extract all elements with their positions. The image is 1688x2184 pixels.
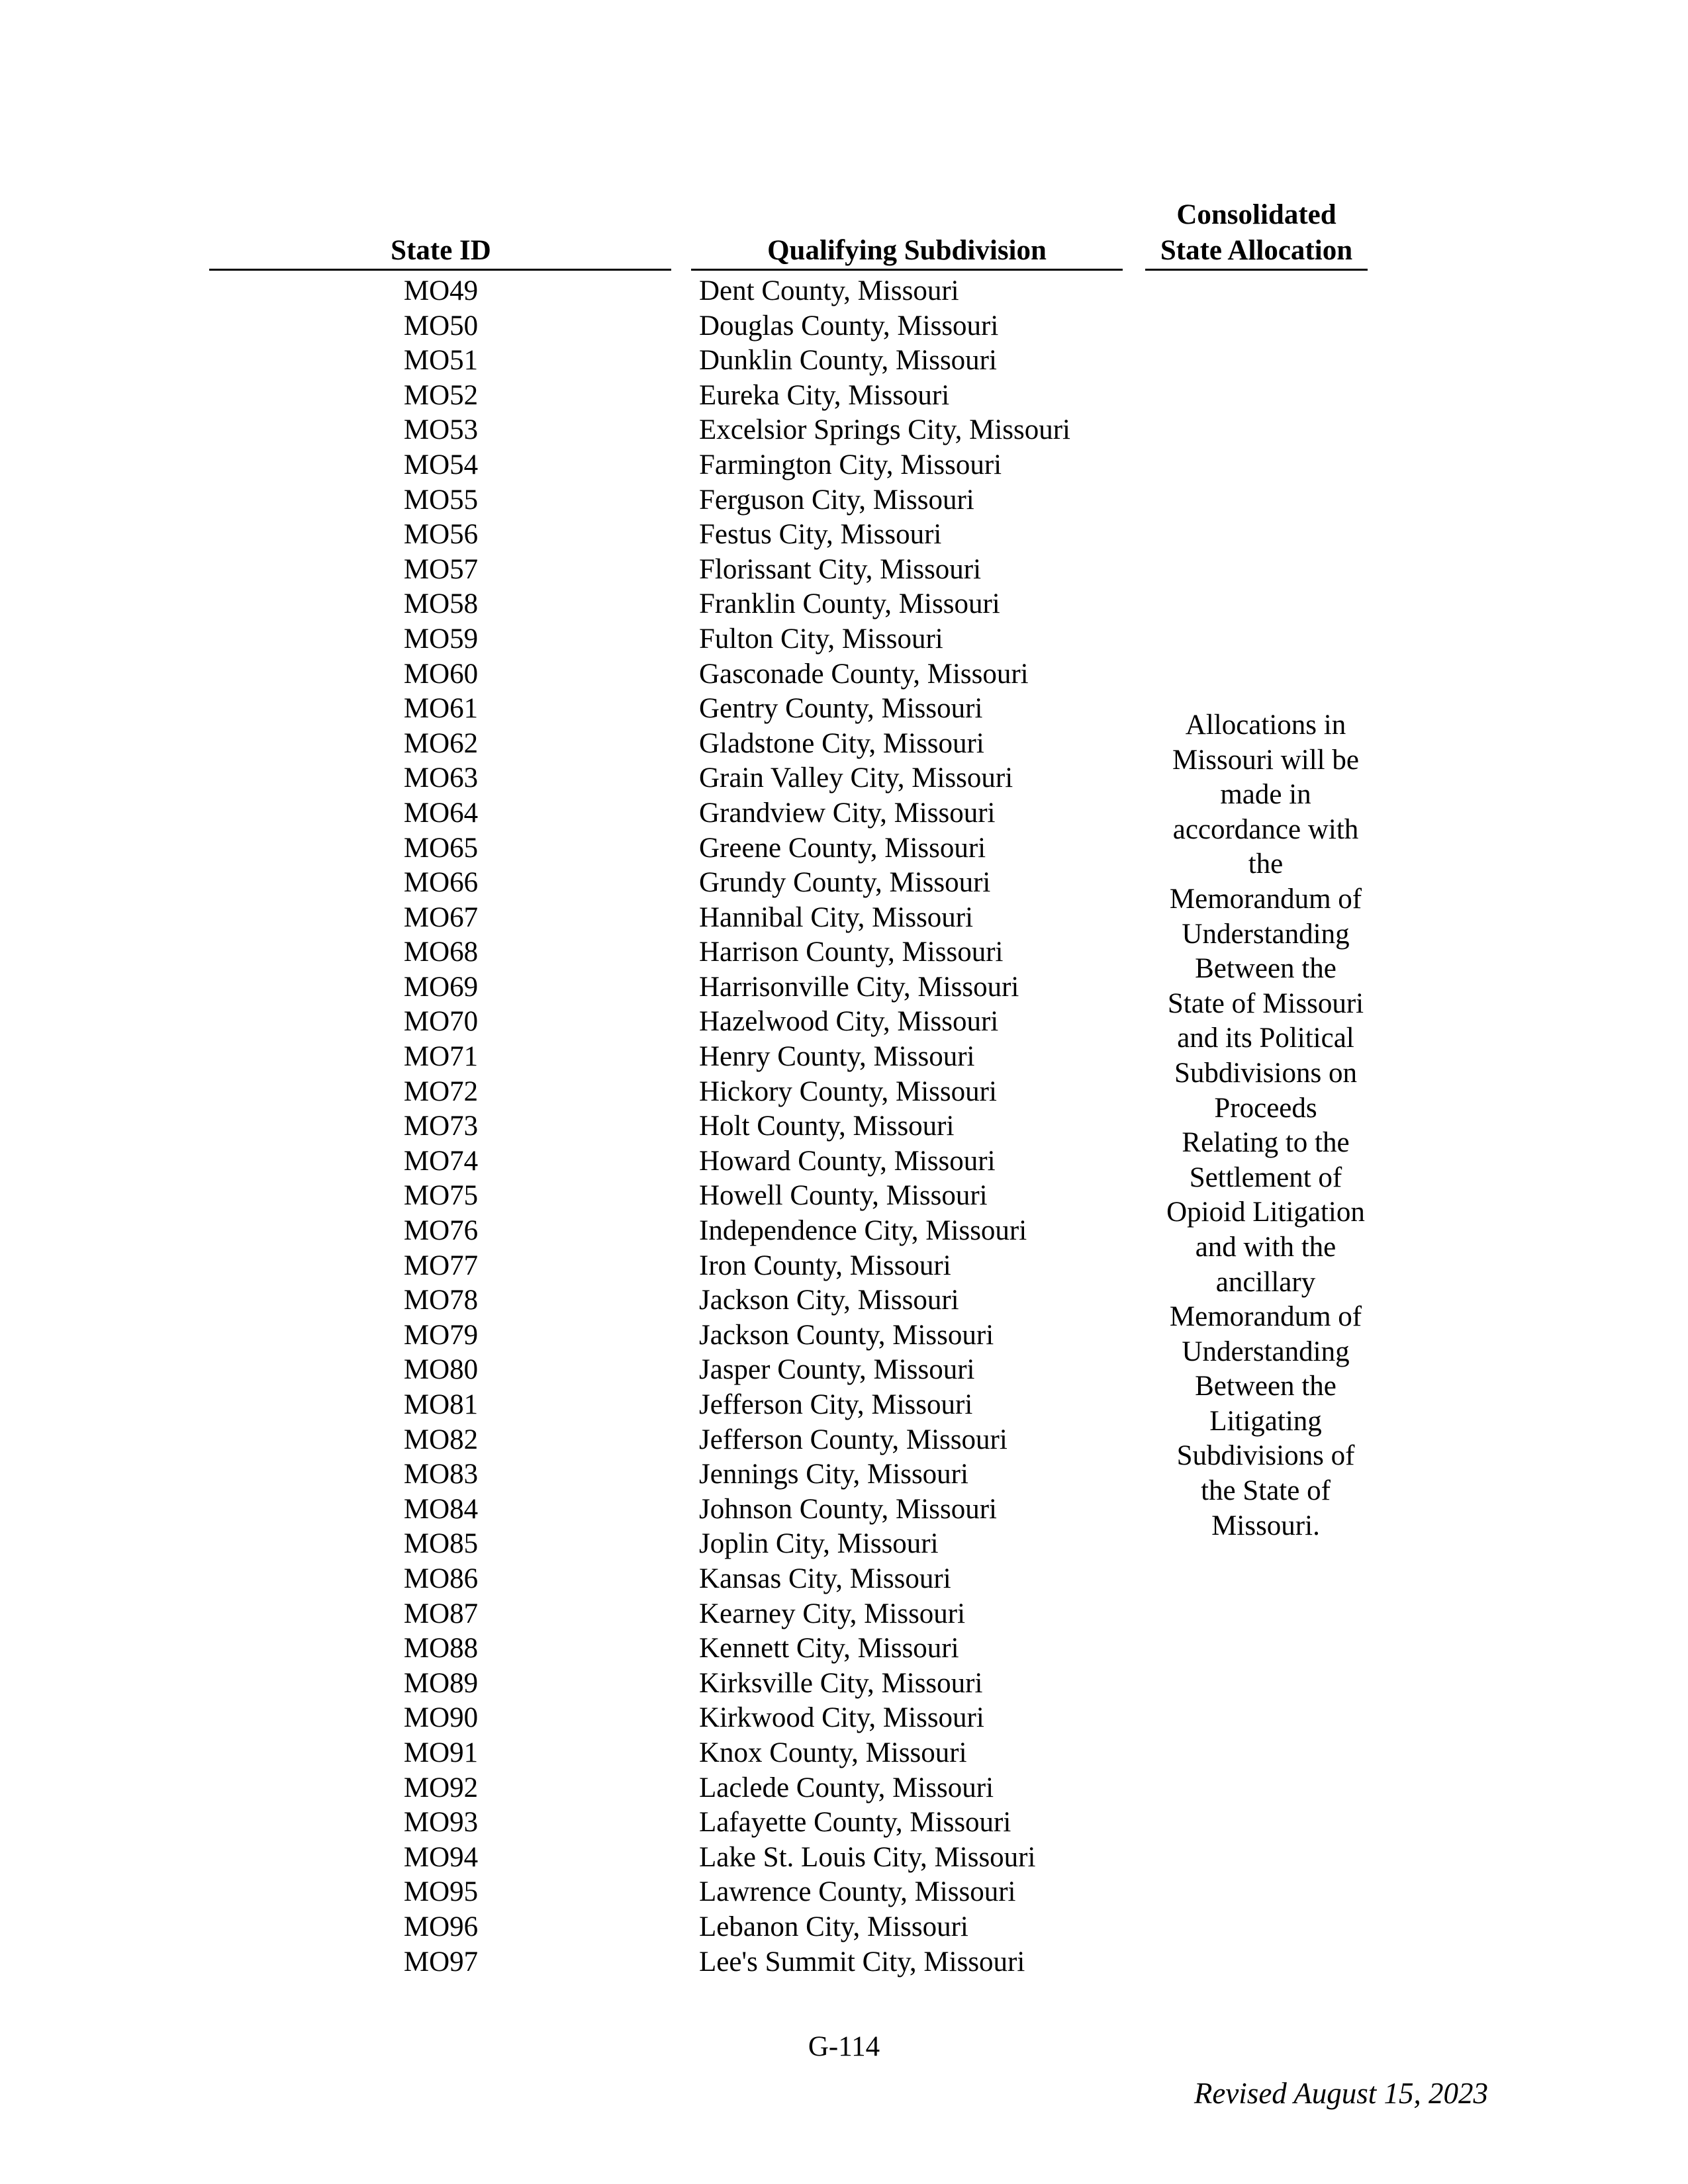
state-id-cell: MO86	[403, 1563, 479, 1594]
state-id-header-rule	[209, 269, 671, 271]
subdivision-cell: Lawrence County, Missouri	[699, 1876, 1016, 1908]
subdivision-cell: Grandview City, Missouri	[699, 797, 996, 829]
subdivision-cell: Henry County, Missouri	[699, 1041, 975, 1073]
allocation-note-line: and with the	[1195, 1231, 1336, 1263]
subdivision-cell: Dent County, Missouri	[699, 275, 959, 306]
allocation-note-line: Settlement of	[1189, 1161, 1342, 1193]
state-id-cell: MO68	[403, 936, 479, 968]
subdivision-cell: Iron County, Missouri	[699, 1250, 951, 1281]
state-id-cell: MO69	[403, 971, 479, 1003]
subdivision-cell: Laclede County, Missouri	[699, 1772, 994, 1803]
subdivision-cell: Lafayette County, Missouri	[699, 1807, 1011, 1839]
allocation-note-line: Subdivisions of	[1176, 1440, 1355, 1472]
consolidated-state-allocation-header	[1145, 197, 1368, 269]
state-id-cell: MO49	[403, 275, 479, 306]
allocation-note-line: Memorandum of	[1169, 1301, 1362, 1333]
state-id-cell: MO83	[403, 1459, 479, 1490]
allocation-header-rule	[1145, 269, 1368, 271]
subdivision-cell: Hickory County, Missouri	[699, 1075, 997, 1107]
subdivision-cell: Gladstone City, Missouri	[699, 727, 984, 759]
subdivision-cell: Kansas City, Missouri	[699, 1563, 951, 1594]
state-id-cell: MO66	[403, 867, 479, 899]
allocation-note	[1154, 708, 1377, 1543]
state-id-header: State ID	[391, 235, 491, 266]
subdivision-cell: Harrisonville City, Missouri	[699, 971, 1019, 1003]
page-number: G-114	[808, 2031, 880, 2062]
subdivision-header-rule	[691, 269, 1123, 271]
subdivision-cell: Eureka City, Missouri	[699, 379, 950, 411]
state-id-cell: MO63	[403, 762, 479, 794]
state-id-cell: MO78	[403, 1285, 479, 1316]
state-id-cell: MO72	[403, 1075, 479, 1107]
subdivision-cell: Gentry County, Missouri	[699, 693, 983, 725]
allocation-note-line: Subdivisions on	[1174, 1057, 1357, 1089]
subdivision-cell: Douglas County, Missouri	[699, 310, 999, 341]
state-id-cell: MO89	[403, 1667, 479, 1699]
state-id-cell: MO92	[403, 1772, 479, 1803]
state-id-cell: MO97	[403, 1946, 479, 1978]
allocation-note-line: Between the	[1195, 953, 1336, 985]
state-id-cell: MO88	[403, 1633, 479, 1664]
subdivision-cell: Franklin County, Missouri	[699, 588, 1000, 620]
subdivision-cell: Jasper County, Missouri	[699, 1354, 975, 1386]
subdivision-cell: Holt County, Missouri	[699, 1111, 955, 1142]
state-id-cell: MO93	[403, 1807, 479, 1839]
qualifying-subdivision-header: Qualifying Subdivision	[767, 235, 1047, 266]
subdivision-cell: Hazelwood City, Missouri	[699, 1006, 999, 1038]
allocation-note-line: Proceeds	[1214, 1092, 1317, 1124]
allocation-note-line: accordance with	[1172, 813, 1359, 845]
state-id-cell: MO60	[403, 658, 479, 690]
allocation-note-line: the	[1248, 848, 1284, 880]
state-id-cell: MO82	[403, 1424, 479, 1455]
state-id-cell: MO61	[403, 693, 479, 725]
state-id-cell: MO64	[403, 797, 479, 829]
allocation-note-line: State of Missouri	[1167, 987, 1364, 1019]
subdivision-cell: Howell County, Missouri	[699, 1180, 988, 1212]
state-id-cell: MO50	[403, 310, 479, 341]
subdivision-cell: Jackson City, Missouri	[699, 1285, 959, 1316]
state-id-cell: MO94	[403, 1841, 479, 1873]
state-id-cell: MO58	[403, 588, 479, 620]
subdivision-cell: Jennings City, Missouri	[699, 1459, 968, 1490]
subdivision-cell: Knox County, Missouri	[699, 1737, 967, 1768]
allocation-note-line: ancillary	[1215, 1266, 1316, 1298]
subdivision-cell: Kirkwood City, Missouri	[699, 1702, 984, 1734]
allocation-note-line: Missouri.	[1211, 1510, 1320, 1541]
allocation-header-line-1: Consolidated	[1176, 199, 1336, 230]
state-id-cell: MO79	[403, 1319, 479, 1351]
state-id-cell: MO90	[403, 1702, 479, 1734]
state-id-cell: MO70	[403, 1006, 479, 1038]
state-id-cell: MO65	[403, 832, 479, 864]
state-id-cell: MO81	[403, 1389, 479, 1420]
subdivision-cell: Lebanon City, Missouri	[699, 1911, 968, 1942]
subdivision-cell: Lake St. Louis City, Missouri	[699, 1841, 1036, 1873]
allocation-note-line: Relating to the	[1182, 1127, 1350, 1159]
subdivision-cell: Florissant City, Missouri	[699, 553, 982, 585]
subdivision-cell: Gasconade County, Missouri	[699, 658, 1029, 690]
subdivision-cell: Joplin City, Missouri	[699, 1528, 939, 1560]
subdivision-cell: Jackson County, Missouri	[699, 1319, 994, 1351]
state-id-cell: MO57	[403, 553, 479, 585]
state-id-cell: MO71	[403, 1041, 479, 1073]
revision-date: Revised August 15, 2023	[1194, 2077, 1488, 2110]
subdivision-cell: Greene County, Missouri	[699, 832, 986, 864]
subdivision-cell: Fulton City, Missouri	[699, 623, 943, 655]
state-id-cell: MO74	[403, 1145, 479, 1177]
state-id-cell: MO52	[403, 379, 479, 411]
subdivision-cell: Johnson County, Missouri	[699, 1493, 997, 1525]
subdivision-cell: Jefferson City, Missouri	[699, 1389, 973, 1420]
state-id-cell: MO54	[403, 449, 479, 480]
state-id-cell: MO59	[403, 623, 479, 655]
state-id-cell: MO51	[403, 345, 479, 377]
allocation-header-line-2: State Allocation	[1160, 235, 1353, 266]
state-id-cell: MO85	[403, 1528, 479, 1560]
state-id-cell: MO67	[403, 901, 479, 933]
state-id-cell: MO76	[403, 1215, 479, 1247]
subdivision-cell: Independence City, Missouri	[699, 1215, 1027, 1247]
subdivision-cell: Jefferson County, Missouri	[699, 1424, 1008, 1455]
allocation-note-line: Understanding	[1182, 918, 1350, 950]
state-id-cell: MO53	[403, 414, 479, 446]
subdivision-cell: Kearney City, Missouri	[699, 1598, 966, 1629]
subdivision-cell: Grain Valley City, Missouri	[699, 762, 1013, 794]
allocation-note-line: made in	[1220, 779, 1311, 811]
subdivision-cell: Excelsior Springs City, Missouri	[699, 414, 1070, 446]
subdivision-cell: Kirksville City, Missouri	[699, 1667, 983, 1699]
subdivision-cell: Festus City, Missouri	[699, 519, 942, 551]
subdivision-cell: Harrison County, Missouri	[699, 936, 1004, 968]
allocation-note-line: Missouri will be	[1172, 744, 1359, 776]
subdivision-cell: Ferguson City, Missouri	[699, 484, 974, 516]
allocation-note-line: Opioid Litigation	[1166, 1197, 1365, 1228]
allocation-note-line: Between the	[1195, 1371, 1336, 1402]
subdivision-cell: Lee's Summit City, Missouri	[699, 1946, 1025, 1978]
subdivision-cell: Grundy County, Missouri	[699, 867, 991, 899]
allocation-note-line: Memorandum of	[1169, 883, 1362, 915]
state-id-cell: MO84	[403, 1493, 479, 1525]
state-id-cell: MO87	[403, 1598, 479, 1629]
allocation-note-line: and its Political	[1177, 1023, 1354, 1054]
state-id-cell: MO73	[403, 1111, 479, 1142]
state-id-cell: MO80	[403, 1354, 479, 1386]
allocation-note-line: Understanding	[1182, 1336, 1350, 1367]
subdivision-cell: Hannibal City, Missouri	[699, 901, 974, 933]
state-id-cell: MO95	[403, 1876, 479, 1908]
state-id-cell: MO91	[403, 1737, 479, 1768]
subdivision-cell: Howard County, Missouri	[699, 1145, 996, 1177]
allocation-note-line: Litigating	[1209, 1405, 1322, 1437]
state-id-cell: MO75	[403, 1180, 479, 1212]
state-id-cell: MO56	[403, 519, 479, 551]
state-id-cell: MO96	[403, 1911, 479, 1942]
subdivision-cell: Farmington City, Missouri	[699, 449, 1002, 480]
allocation-note-line: Allocations in	[1185, 709, 1346, 741]
subdivision-cell: Dunklin County, Missouri	[699, 345, 997, 377]
subdivision-cell: Kennett City, Missouri	[699, 1633, 959, 1664]
state-id-cell: MO55	[403, 484, 479, 516]
state-id-cell: MO62	[403, 727, 479, 759]
allocation-note-line: the State of	[1201, 1475, 1331, 1507]
state-id-cell: MO77	[403, 1250, 479, 1281]
